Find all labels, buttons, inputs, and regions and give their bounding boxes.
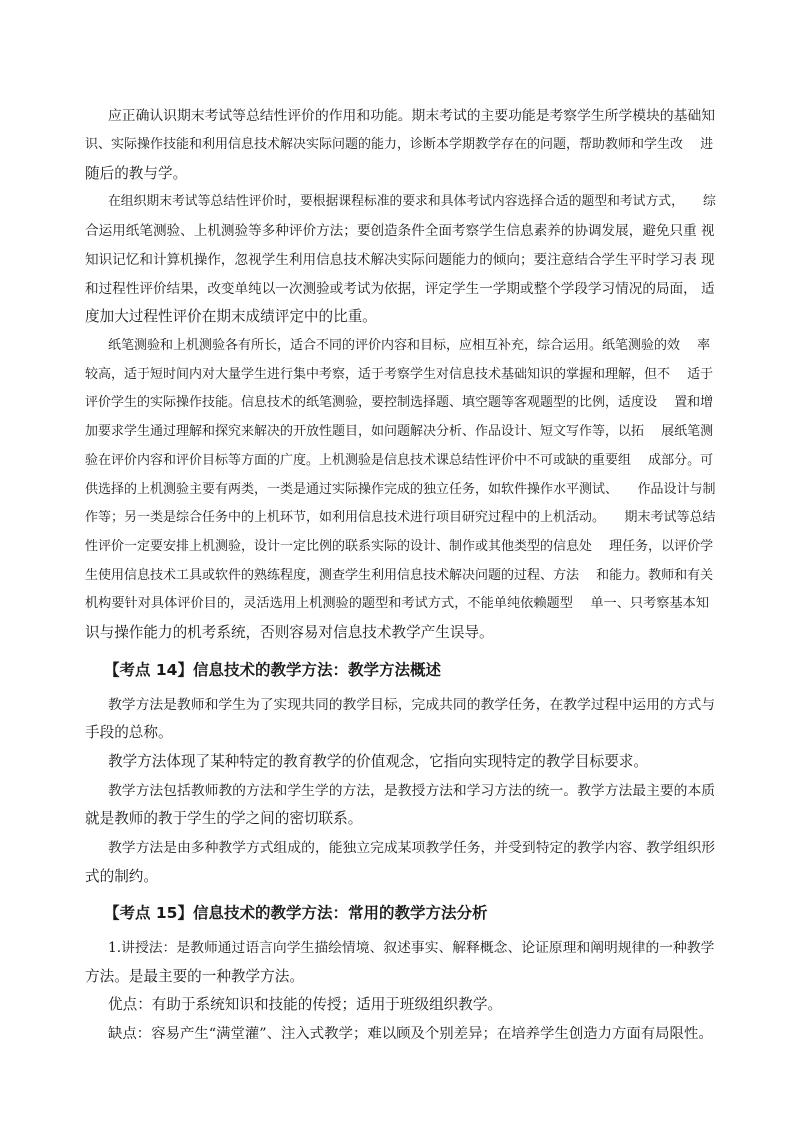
text-line: 作等；另一类是综合任务中的上机环节，如利用信息技术进行项目研究过程中的上机活动。 期末考试等总结 xyxy=(85,510,716,525)
text-line: 纸笔测验和上机测验各有所长，适合不同的评价内容和目标，应相互补充，综合运用。纸笔测验的效 率 xyxy=(108,338,711,353)
text-line: 教学方法包括教师教的方法和学生学的方法，是教授方法和学习方法的统一。教学方法最主要的本质 xyxy=(108,783,716,799)
text-line: 教学方法是教师和学生为了实现共同的教学目标，完成共同的教学任务，在教学过程中运用的方式与 xyxy=(108,697,716,713)
text-line: 知识记忆和计算机操作，忽视学生利用信息技术解决实际问题能力的倾向；要注意结合学生平时学习表 现 xyxy=(85,252,715,268)
text-line: 性评价一定要安排上机测验，设计一定比例的联系实际的设计、制作或其他类型的信息处 理任务，以评价学 xyxy=(85,539,714,554)
text-line: 1.讲授法：是教师通过语言向学生描绘情境、叙述事实、解释概念、论证原理和阐明规律的一种教学 xyxy=(108,940,715,956)
text-line: 度加大过程性评价在期末成绩评定中的比重。 xyxy=(85,308,377,325)
text-line: 手段的总称。 xyxy=(85,724,173,741)
text-line: 缺点：容易产生“满堂灌”、注入式教学；难以顾及个别差异；在培养学生创造力方面有局限性。 xyxy=(108,1026,713,1042)
text-line: 识、实际操作技能和利用信息技术解决实际问题的能力，诊断本学期教学存在的问题，帮助教师和学生改 进 xyxy=(85,137,714,152)
text-line: 式的制约。 xyxy=(85,868,158,885)
text-line: 优点：有助于系统知识和技能的传授；适用于班级组织教学。 xyxy=(108,996,503,1013)
text-line: 教学方法体现了某种特定的教育教学的价值观念，它指向实现特定的教学目标要求。 xyxy=(108,753,648,770)
text-line: 和过程性评价结果，改变单纯以一次测验或考试为依据，评定学生一学期或整个学段学习情况的局面， 适 xyxy=(85,281,715,297)
section-heading: 【考点 15】信息技术的教学方法：常用的教学方法分析 xyxy=(104,904,488,922)
text-line: 供选择的上机测验主要有两类，一类是通过实际操作完成的独立任务，如软件操作水平测试、 作品设计与制 xyxy=(85,482,716,497)
text-line: 在组织期末考试等总结性评价时，要根据课程标准的要求和具体考试内容选择合适的题型和考试方式， 综 xyxy=(108,194,716,209)
text-line: 较高，适于短时间内对大量学生进行集中考察，适于考察学生对信息技术基础知识的掌握和理解，但不 适于 xyxy=(85,367,714,382)
text-line: 随后的教与学。 xyxy=(85,165,188,182)
text-line: 生使用信息技术工具或软件的熟练程度，测查学生利用信息技术解决问题的过程、方法 和能力。教师和有关 xyxy=(85,568,714,583)
text-line: 验在评价内容和评价目标等方面的广度。上机测验是信息技术课总结性评价中不可或缺的重要组 成部分。可 xyxy=(85,453,714,468)
section-heading: 【考点 14】信息技术的教学方法：教学方法概述 xyxy=(104,661,441,679)
text-line: 教学方法是由多种教学方式组成的，能独立完成某项教学任务，并受到特定的教学内容、教学组织形 xyxy=(108,840,716,856)
text-line: 合运用纸笔测验、上机测验等多种评价方法；要创造条件全面考察学生信息素养的协调发展，避免只重 视 xyxy=(85,223,715,239)
text-line: 加要求学生通过理解和探究来解决的开放性题目，如问题解决分析、作品设计、短文写作等，以拓 展纸笔测 xyxy=(85,424,714,439)
text-line: 就是教师的教于学生的学之间的密切联系。 xyxy=(85,810,363,827)
text-line: 识与操作能力的机考系统，否则容易对信息技术教学产生误导。 xyxy=(85,624,494,641)
text-line: 评价学生的实际操作技能。信息技术的纸笔测验，要控制选择题、填空题等客观题型的比例，适度设 置和增 xyxy=(85,395,714,410)
text-line: 机构要针对具体评价目的，灵活选用上机测验的题型和考试方式，不能单纯依赖题型 单一、只考察基本知 xyxy=(85,596,710,611)
text-line: 应正确认识期末考试等总结性评价的作用和功能。期末考试的主要功能是考察学生所学模块的基础知 xyxy=(108,108,716,124)
text-line: 方法。是最主要的一种教学方法。 xyxy=(85,968,304,985)
